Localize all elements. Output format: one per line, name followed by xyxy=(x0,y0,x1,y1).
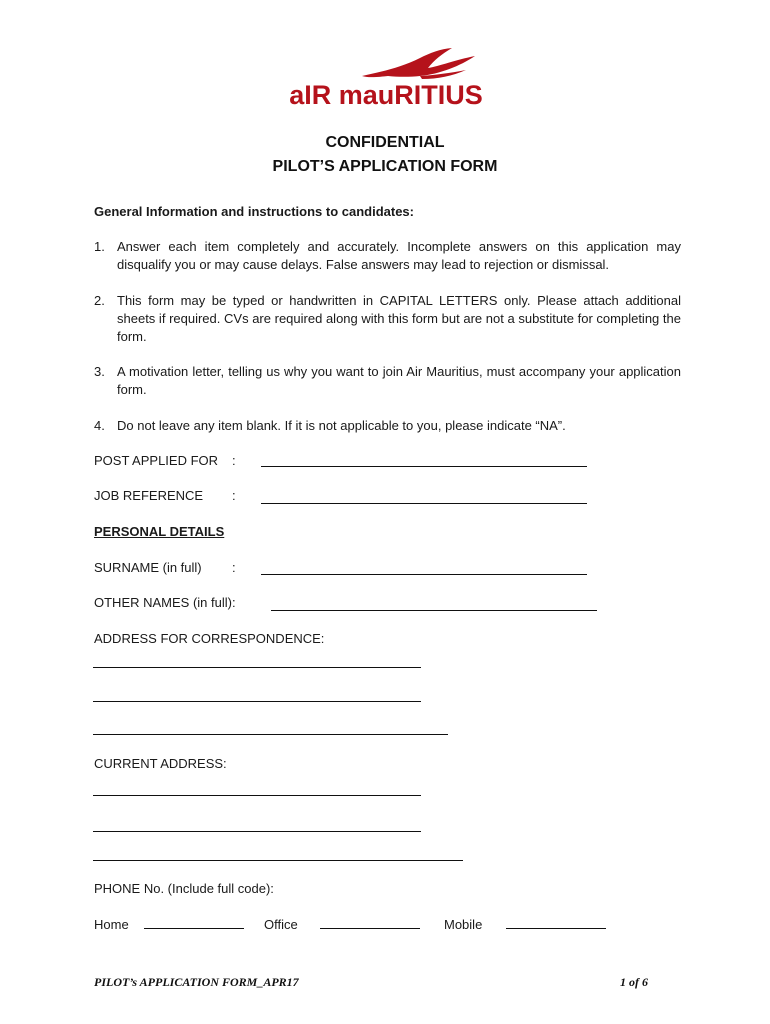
mobile-phone-field[interactable] xyxy=(506,928,606,929)
instructions-heading: General Information and instructions to candidates: xyxy=(94,204,414,219)
correspondence-address-line-1[interactable] xyxy=(93,667,421,668)
job-reference-field[interactable] xyxy=(261,503,587,504)
other-names-label: OTHER NAMES (in full): xyxy=(94,595,236,610)
post-applied-field[interactable] xyxy=(261,466,587,467)
footer-form-id: PILOT’s APPLICATION FORM_APR17 xyxy=(94,975,299,989)
current-address-line-2[interactable] xyxy=(93,831,421,832)
colon: : xyxy=(232,488,236,503)
confidential-title: CONFIDENTIAL xyxy=(325,134,445,151)
phone-label: PHONE No. (Include full code): xyxy=(94,881,274,896)
instruction-item-2 xyxy=(0,292,770,348)
correspondence-address-line-3[interactable] xyxy=(93,734,448,735)
current-address-label: CURRENT ADDRESS: xyxy=(94,756,227,771)
item-number: 2. xyxy=(94,293,105,308)
item-number: 3. xyxy=(94,364,105,379)
home-phone-field[interactable] xyxy=(144,928,244,929)
office-phone-field[interactable] xyxy=(320,928,420,929)
paille-en-queue-bird-icon xyxy=(270,46,502,112)
air-mauritius-logo xyxy=(270,46,502,112)
item-text: A motivation letter, telling us why you want to join Air Mauritius, must accompany your application form. xyxy=(117,364,681,397)
office-phone-label: Office xyxy=(264,917,298,932)
colon: : xyxy=(232,453,236,468)
item-text: Answer each item completely and accurately. Incomplete answers on this application may disqualify you or may cause delays. False answers may lead to rejection or dismissal. xyxy=(117,239,681,272)
instruction-item-4 xyxy=(0,417,770,437)
page-number: 1 of 6 xyxy=(620,975,648,989)
current-address-line-1[interactable] xyxy=(93,795,421,796)
instruction-item-1 xyxy=(0,238,770,278)
item-text: Do not leave any item blank. If it is not applicable to you, please indicate “NA”. xyxy=(117,418,566,433)
personal-details-heading: PERSONAL DETAILS xyxy=(94,524,225,539)
home-phone-label: Home xyxy=(94,917,129,932)
colon: : xyxy=(232,560,236,575)
instruction-item-3 xyxy=(0,363,770,403)
other-names-field[interactable] xyxy=(271,610,597,611)
item-number: 4. xyxy=(94,418,105,433)
item-number: 1. xyxy=(94,239,105,254)
item-text: This form may be typed or handwritten in CAPITAL LETTERS only. Please attach additional sheets if required. CVs are required along with this form but are not a substitute for completing the form. xyxy=(117,293,681,344)
correspondence-address-line-2[interactable] xyxy=(93,701,421,702)
job-reference-label: JOB REFERENCE xyxy=(94,488,204,503)
post-applied-label: POST APPLIED FOR xyxy=(94,453,219,468)
form-title: PILOT’S APPLICATION FORM xyxy=(272,158,498,175)
mobile-phone-label: Mobile xyxy=(444,917,483,932)
current-address-line-3[interactable] xyxy=(93,860,463,861)
logo-wordmark: aIR mauRITIUS xyxy=(289,80,483,110)
surname-field[interactable] xyxy=(261,574,587,575)
correspondence-address-label: ADDRESS FOR CORRESPONDENCE: xyxy=(94,631,325,646)
surname-label: SURNAME (in full) xyxy=(94,560,202,575)
